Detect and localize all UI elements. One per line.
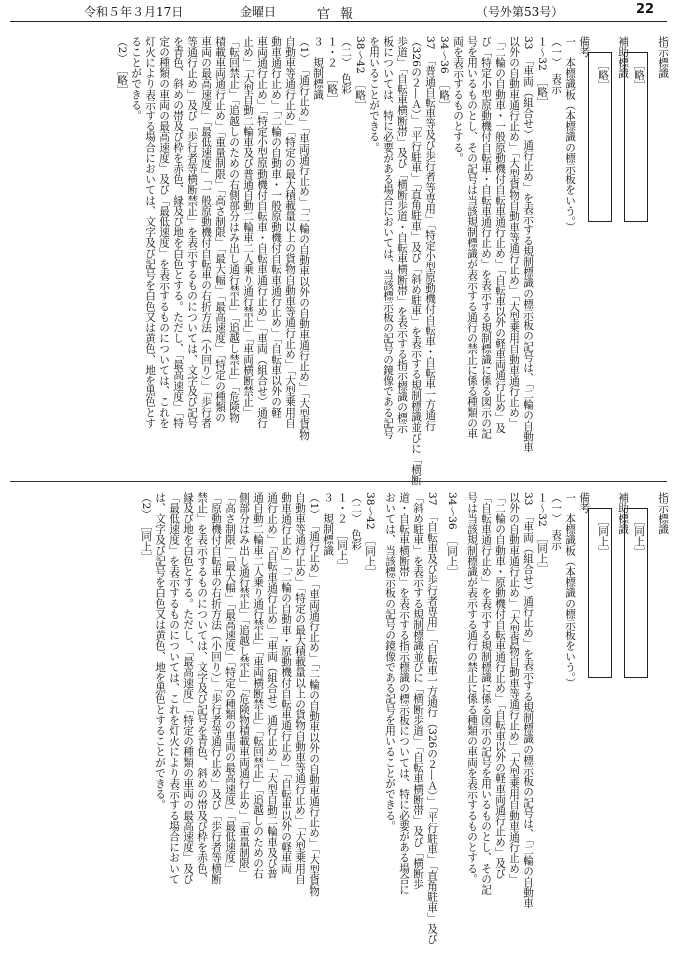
bot-col-18: 38～42 ［同上］ xyxy=(364,492,376,578)
top-col-37: （2） ［略］ xyxy=(116,36,128,96)
top-col-10: 「二輪の自動車・一般原動機付自転車通行止め」「自転車以外の軽車両通行止め」及 xyxy=(494,36,506,434)
bot-col-7: １～32 ［同上］ xyxy=(536,492,548,575)
bot-col-34: （2） ［同上］ xyxy=(140,492,152,563)
section-divider xyxy=(10,481,667,482)
top-col-14: 34～36 ［略］ xyxy=(438,36,450,111)
bot-col-21: ３ 規制標識 xyxy=(322,492,334,556)
top-col-8: 33 「車両（組合せ）通行止め」を表示する規制標識の標示板の記号は、「二輪の自動車 xyxy=(522,36,534,453)
top-col-2: 補助標識 xyxy=(617,36,629,79)
bot-col-20: １・２ ［同上］ xyxy=(336,492,348,572)
bot-col-29: 「原動機付自転車の右折方法（小回り）」「歩行者等通行止め」及び「歩行者等横断 xyxy=(210,492,222,885)
bot-col-12: 号は当該規制標識が表示する通行の禁止に係る種類の車両を表示するものとする。 xyxy=(466,492,478,885)
bot-col-10: 「二輪の自動車・原動機付自転車通行止め」「自転車以外の軽車両通行止め」及び xyxy=(494,492,506,879)
bot-col-13: 34～36 ［同上］ xyxy=(446,492,458,578)
top-col-7: １～32 ［略］ xyxy=(536,36,548,108)
bot-col-11: 「自転車通行止め」を表示する規制標識に係る図示の記号を用いるものとし、その記 xyxy=(480,492,492,895)
frame-4-text: ［同上］ xyxy=(597,515,609,558)
header-title: 官報 xyxy=(317,7,364,22)
top-col-32: 等通行止め」及び「歩行者等横断禁止」を表示するものについては、文字及び記号 xyxy=(186,36,198,429)
top-col-21: （二） 色彩 xyxy=(340,36,352,95)
top-col-26: 動車通行止め」「二輪の自動車・一般原動機付自転車通行止め」「自転車以外の軽 xyxy=(270,36,282,418)
frame-3-text: ［同上］ xyxy=(633,515,645,558)
top-col-17: 歩道」「自転車横断帯」及び「横断歩道・自転車横断帯」を表示する指示標識の標示 xyxy=(396,36,408,434)
top-col-31: 車両の最高速度」「最低速度」「一般原動機付自転車の右折方法（小回り）」「歩行者 xyxy=(200,36,212,429)
top-col-36: ることができる。 xyxy=(130,36,142,121)
bot-col-4: 備考 xyxy=(578,492,590,514)
top-col-16: （326の２―Ａ）」「平行駐車」「直角駐車」及び「斜め駐車」を表示する規制標識並びに「横断 xyxy=(410,36,422,486)
top-col-13: 両を表示するものとする。 xyxy=(452,36,464,164)
header-extra-issue: （号外第53号） xyxy=(476,5,564,19)
top-col-12: 号を用いるものとし、その記号は当該規制標識が表示する通行の禁止に係る種類の車 xyxy=(466,36,478,439)
bot-col-22: （1） 「通行止め」「車両通行止め」「二輪の自動車以外の自動車通行止め」「大型貨物 xyxy=(308,492,320,897)
bot-col-26: 通自動二輪車二人乗り通行禁止」「車両横断禁止」「転回禁止」「追越しのための右 xyxy=(252,492,264,879)
frame-2-text: ［略］ xyxy=(597,59,609,91)
header-rule xyxy=(10,21,667,22)
bot-col-31: 縁及び地を白色とする。ただし、「最高速度」「特定の種類の車両の最高速度」及び xyxy=(182,492,194,885)
bot-col-2: 補助標識 xyxy=(617,492,629,535)
top-col-9: 以外の自動車通行止め」「大型貨物自動車等通行止め」「大型乗用自動車通行止め」 xyxy=(508,36,520,429)
top-col-25: 自動車等通行止め」「特定の最大積載量以上の貨物自動車等通行止め」「大型乗用自 xyxy=(284,36,296,429)
bot-col-0: 指示標識 xyxy=(657,492,669,535)
top-col-30: 積載車両通行止め」「重量制限」「高さ制限」「最大幅」「最高速度」「特定の種類の xyxy=(214,36,226,423)
sign-frame-2 xyxy=(588,52,612,222)
bot-col-30: 禁止」を表示するものについては、文字及び記号を青色、斜めの帯及び枠を赤色、 xyxy=(196,492,208,885)
header-date: 令和５年３月17日 xyxy=(84,5,184,19)
bot-col-5: 一 本標識板（本標識の標示板をいう。） xyxy=(564,492,576,689)
bot-col-9: 以外の自動車通行止め」「大型貨物自動車等通行止め」「大型乗用自動車通行止め」 xyxy=(508,492,520,885)
top-col-28: 止め」「大型自動二輪車及び普通自動二輪車二人乗り通行禁止」「車両横断禁止」 xyxy=(242,36,254,418)
top-col-34: 定の種類の車両の最高速度」及び「最低速度」を表示するものについては、これを xyxy=(158,36,170,429)
bot-col-33: は、文字及び記号を白色又は黄色、地を黒色とすることができる。 xyxy=(154,492,166,810)
top-col-18: 板については、特に必要がある場合においては、当該標示板の記号の鏡像である記号 xyxy=(382,36,394,439)
bot-col-32: 「最低速度」を表示するものについては、これを灯火により表示する場合において xyxy=(168,492,180,885)
bot-col-28: 「高さ制限」「最大幅」「最高速度」「特定の種類の車両の最高速度」「最低速度」 xyxy=(224,492,236,874)
bot-col-14: 37 「自転車及び歩行者専用」「自転車一方通行（326の２―Ａ）」「平行駐車」「直角駐車」及び xyxy=(426,492,438,945)
original-text-section xyxy=(10,486,667,966)
top-col-23: ３ 規制標識 xyxy=(312,36,324,100)
top-col-0: 指示標識 xyxy=(657,36,669,79)
bot-col-19: （二） 色彩 xyxy=(350,492,362,551)
bot-col-24: 動車通行止め」「二輪の自動車・原動機付自転車通行止め」「自転車以外の軽車両 xyxy=(280,492,292,874)
bot-col-23: 自動車等通行止め」「特定の最大積載量以上の貨物自動車等通行止め」「大型乗用自 xyxy=(294,492,306,885)
top-col-20: 38～42 ［略］ xyxy=(354,36,366,111)
top-col-19: を用いることができる。 xyxy=(368,36,380,153)
bot-col-15: 「斜め駐車」を表示する規制標識並びに「横断歩道」「自転車横断帯」及び「横断歩 xyxy=(412,492,424,890)
sign-frame-4 xyxy=(588,508,612,678)
header-weekday: 金曜日 xyxy=(240,5,277,19)
top-col-4: 備考 xyxy=(578,36,590,58)
top-col-5: 一 本標識板（本標識の標示板をいう。） xyxy=(564,36,576,233)
bot-col-16: 道・自転車横断帯」を表示する指示標識の標示板については、特に必要がある場合に xyxy=(398,492,410,895)
bot-col-8: 33 「車両（組合せ）通行止め」を表示する規制標識の標示板の記号は、「二輪の自動車 xyxy=(522,492,534,909)
top-col-15: 37 「普通自転車等及び歩行者等専用」「特定小型原動機付自転車・自転車一方通行 xyxy=(424,36,436,432)
top-col-6: （一） 表示 xyxy=(550,36,562,95)
bot-col-6: （一） 表示 xyxy=(550,492,562,551)
bot-col-25: 通行止め」「自転車通行止め」「車両（組合せ）通行止め」「大型自動二輪車及び普 xyxy=(266,492,278,879)
top-col-22: １・２ ［略］ xyxy=(326,36,338,105)
amended-text-section xyxy=(10,30,669,486)
top-col-24: （1） 「通行止め」「車両通行止め」「二輪の自動車以外の自動車通行止め」「大型貨物 xyxy=(298,36,310,441)
header-page-number: 22 xyxy=(636,2,655,17)
top-col-33: を青色、斜めの帯及び枠を赤色、縁及び地を白色とする。ただし、「最高速度」「特 xyxy=(172,36,184,429)
top-col-35: 灯火により表示する場合においては、文字及び記号を白色又は黄色、地を黒色とす xyxy=(144,36,156,429)
page-header xyxy=(0,0,677,22)
bot-col-27: 側部分はみ出し通行禁止」「追越し禁止」「危険物積載車両通行止め」「重量制限」 xyxy=(238,492,250,879)
bot-col-17: おいては、当該標示板の記号の鏡像である記号を用いることができる。 xyxy=(384,492,396,832)
frame-1-text: ［略］ xyxy=(633,59,645,91)
top-col-11: び「特定小型原動機付自転車・自転車通行止め」を表示する規制標識に係る図示の記 xyxy=(480,36,492,439)
top-col-29: 「転回禁止」「追越しのための右側部分はみ出し通行禁止」「追越し禁止」「危険物 xyxy=(228,36,240,423)
top-col-27: 車両通行止め」「特定小型原動機付自転車・自転車通行止め」「車両（組合せ）通行 xyxy=(256,36,268,429)
